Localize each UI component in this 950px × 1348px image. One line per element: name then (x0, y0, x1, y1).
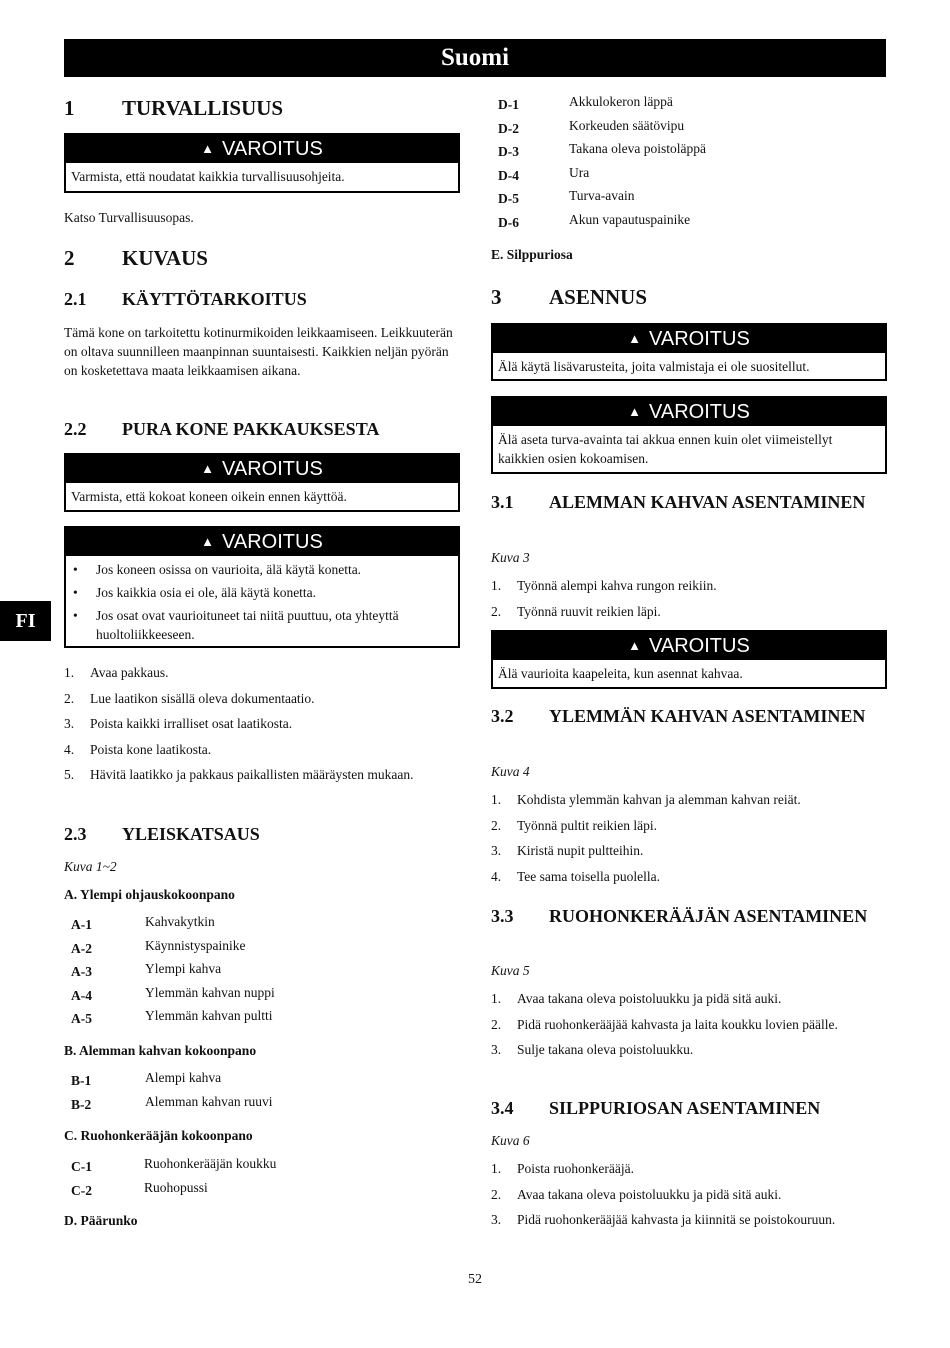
warning-text: Varmista, että kokoat koneen oikein ennen käyttöä. (71, 489, 347, 504)
warning-box (491, 630, 887, 689)
list-item: 1. Avaa pakkaus. (64, 665, 169, 680)
list-item: 5. Hävitä laatikko ja pakkaus paikallisten määräysten mukaan. (64, 767, 414, 782)
grass-collector-steps (491, 989, 871, 1066)
section-2-1-text: Tämä kone on tarkoitettu kotinurmikoiden leikkaamiseen. Leikkuuterän on oltava suunnilleen maanpinnan suuntaisesti. Kaikkien neljän pyörän on kosketettava maata leikkaamisen aikana. (64, 325, 453, 378)
warning-triangle-icon: ▲ (201, 141, 215, 156)
warning-bullet: • Jos kaikkia osia ei ole, älä käytä konetta. (73, 585, 317, 600)
warning-header: ▲ VAROITUS (493, 325, 885, 353)
list-item: 3. Poista kaikki irralliset osat laatikosta. (64, 716, 293, 731)
group-heading-c: C. Ruohonkerääjän kokoonpano (64, 1128, 253, 1143)
part-row: A-3 Ylempi kahva (71, 961, 222, 979)
list-item: 2. Avaa takana oleva poistoluukku ja pidä sitä auki. (491, 1186, 782, 1202)
group-heading-b: B. Alemman kahvan kokoonpano (64, 1043, 257, 1058)
list-item: 2. Työnnä ruuvit reikien läpi. (491, 603, 661, 619)
section-1-text: Katso Turvallisuusopas. (64, 210, 194, 225)
list-item: 3. Pidä ruohonkerääjää kahvasta ja kiinnitä se poistokouruun. (491, 1212, 836, 1227)
figure-reference: Kuva 4 (491, 764, 530, 779)
list-item: 4. Poista kone laatikosta. (64, 741, 212, 757)
warning-text: Älä vaurioita kaapeleita, kun asennat kahvaa. (498, 666, 743, 681)
warning-box (64, 453, 460, 512)
part-row: D-3 Takana oleva poistoläppä (498, 141, 707, 159)
list-item: 2. Lue laatikon sisällä oleva dokumentaatio. (64, 690, 315, 706)
part-row: A-5 Ylemmän kahvan pultti (71, 1008, 273, 1026)
list-item: 1. Avaa takana oleva poistoluukku ja pidä sitä auki. (491, 991, 782, 1006)
figure-reference: Kuva 1~2 (64, 859, 117, 874)
warning-header: ▲ VAROITUS (66, 455, 458, 483)
warning-header: ▲ VAROITUS (493, 398, 885, 426)
part-row: D-5 Turva-avain (498, 188, 635, 206)
parts-list-c (64, 1156, 460, 1203)
unpack-steps (64, 663, 424, 791)
lower-handle-steps (491, 576, 871, 627)
list-item: 2. Työnnä pultit reikien läpi. (491, 817, 658, 833)
parts-list-d (491, 94, 887, 235)
warning-text: Älä aseta turva-avainta tai akkua ennen kuin olet viimeistellyt kaikkien osien kokoamisen. (498, 432, 833, 466)
list-item: 4. Tee sama toisella puolella. (491, 868, 661, 884)
figure-reference: Kuva 6 (491, 1133, 530, 1148)
part-row: D-2 Korkeuden säätövipu (498, 117, 685, 136)
part-row: D-4 Ura (498, 164, 590, 183)
list-item: 2. Pidä ruohonkerääjää kahvasta ja laita koukku lovien päälle. (491, 1016, 838, 1032)
part-row: D-6 Akun vapautuspainike (498, 211, 691, 230)
warning-bullet-list (66, 556, 458, 652)
figure-reference: Kuva 5 (491, 963, 530, 978)
part-row: D-1 Akkulokeron läppä (498, 94, 673, 112)
list-item: 1. Poista ruohonkerääjä. (491, 1161, 634, 1176)
part-row: C-1 Ruohonkerääjän koukku (71, 1156, 277, 1174)
group-heading-d: D. Päärunko (64, 1213, 138, 1228)
warning-header: ▲ VAROITUS (493, 632, 885, 660)
mulching-steps (491, 1159, 871, 1236)
part-row: A-2 Käynnistyspainike (71, 937, 246, 956)
warning-box (64, 133, 460, 193)
warning-header: ▲ VAROITUS (66, 135, 458, 163)
part-row: C-2 Ruohopussi (71, 1179, 208, 1198)
warning-text: Älä käytä lisävarusteita, joita valmistaja ei ole suositellut. (498, 359, 810, 374)
part-row: B-2 Alemman kahvan ruuvi (71, 1093, 273, 1112)
warning-triangle-icon: ▲ (201, 461, 215, 476)
list-item: 3. Kiristä nupit pultteihin. (491, 843, 644, 858)
part-row: B-1 Alempi kahva (71, 1070, 222, 1088)
warning-triangle-icon: ▲ (628, 638, 642, 653)
group-heading-e: E. Silppuriosa (491, 247, 573, 262)
warning-box (491, 396, 887, 474)
parts-list-a (64, 914, 460, 1032)
warning-triangle-icon: ▲ (628, 404, 642, 419)
language-banner: Suomi (64, 39, 886, 77)
page-number: 52 (468, 1272, 482, 1287)
list-item: 1. Työnnä alempi kahva rungon reikiin. (491, 578, 717, 593)
part-row: A-4 Ylemmän kahvan nuppi (71, 984, 275, 1003)
list-item: 1. Kohdista ylemmän kahvan ja alemman kahvan reiät. (491, 792, 801, 807)
warning-box (491, 323, 887, 381)
warning-triangle-icon: ▲ (628, 331, 642, 346)
figure-reference: Kuva 3 (491, 550, 530, 565)
warning-bullet: • Jos koneen osissa on vaurioita, älä käytä konetta. (73, 562, 362, 577)
warning-text: Varmista, että noudatat kaikkia turvallisuusohjeita. (71, 169, 345, 184)
warning-box (64, 526, 460, 648)
language-side-tab: FI (0, 601, 51, 641)
warning-header: ▲ VAROITUS (66, 528, 458, 556)
upper-handle-steps (491, 790, 871, 892)
part-row: A-1 Kahvakytkin (71, 914, 215, 932)
warning-triangle-icon: ▲ (201, 534, 215, 549)
group-heading-a: A. Ylempi ohjauskokoonpano (64, 887, 235, 902)
list-item: 3. Sulje takana oleva poistoluukku. (491, 1042, 694, 1057)
parts-list-b (64, 1070, 460, 1117)
warning-bullet: • Jos osat ovat vaurioituneet tai niitä puuttuu, ota yhteyttä huoltoliikkeeseen. (73, 608, 399, 642)
